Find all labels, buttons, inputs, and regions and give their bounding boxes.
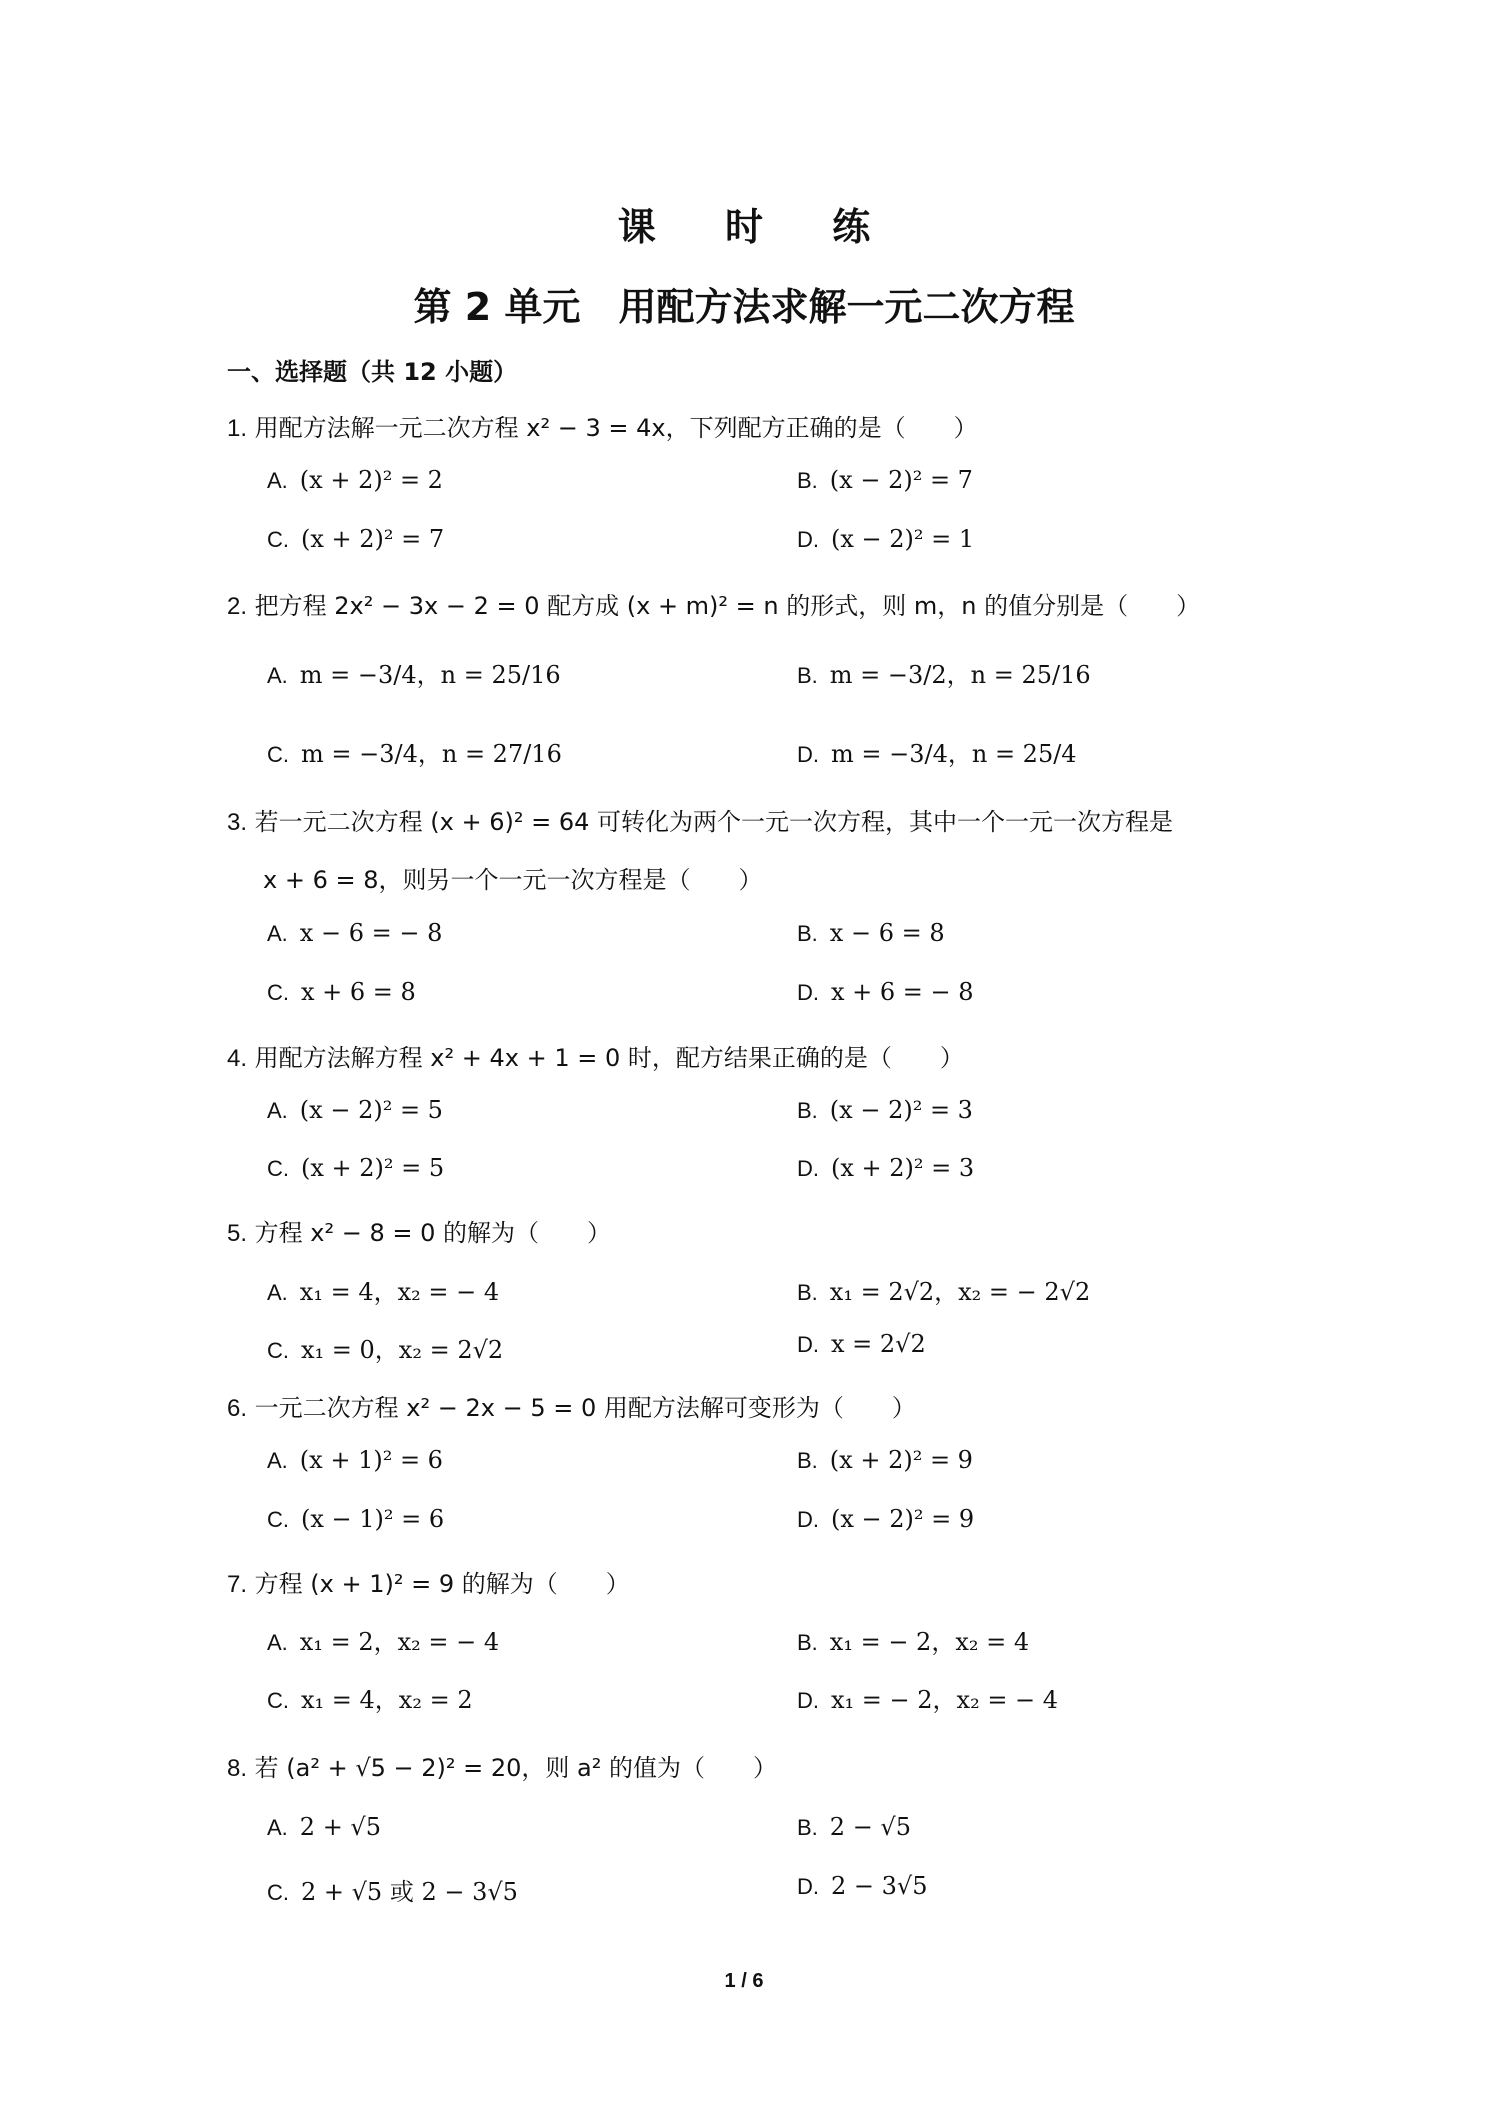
option-text: m = −3/4，n = 25/4 (831, 740, 1077, 768)
option-b[interactable] (797, 466, 973, 494)
question-stem: 若一元二次方程 (x + 6)² = 64 可转化为两个一元一次方程，其中一个一元一次方程是 (254, 808, 1174, 836)
question-number: 3. (227, 809, 248, 836)
option-letter: C. (267, 527, 289, 552)
option-text: 2 + √5 (299, 1813, 381, 1841)
option-text: x₁ = 2，x₂ = − 4 (299, 1628, 500, 1656)
option-letter: A. (267, 1448, 288, 1473)
question-number: 5. (227, 1220, 248, 1247)
option-c[interactable] (267, 1330, 503, 1365)
option-text: 2 + √5 或 2 − 3√5 (301, 1878, 518, 1906)
option-text: (x + 2)² = 7 (301, 525, 445, 553)
question-5 (227, 1213, 611, 1248)
option-text: m = −3/4，n = 25/16 (299, 661, 561, 689)
option-letter: B. (797, 1098, 818, 1123)
option-letter: D. (797, 980, 819, 1005)
option-text: (x + 2)² = 9 (829, 1446, 973, 1474)
question-2 (227, 586, 1200, 621)
option-letter: B. (797, 1815, 818, 1840)
option-text: x₁ = − 2，x₂ = 4 (829, 1628, 1030, 1656)
option-letter: A. (267, 1815, 288, 1840)
question-7 (227, 1564, 630, 1599)
option-c[interactable] (267, 734, 562, 769)
question-4 (227, 1038, 964, 1073)
option-text: (x − 2)² = 3 (829, 1096, 973, 1124)
option-letter: B. (797, 1280, 818, 1305)
option-letter: B. (797, 921, 818, 946)
option-text: 2 − √5 (829, 1813, 911, 1841)
option-letter: C. (267, 742, 289, 767)
option-letter: A. (267, 921, 288, 946)
option-text: x + 6 = − 8 (831, 978, 974, 1006)
option-letter: C. (267, 1156, 289, 1181)
option-d[interactable] (797, 978, 974, 1006)
option-c[interactable] (267, 1154, 444, 1182)
question-stem: 方程 x² − 8 = 0 的解为（ ） (254, 1219, 612, 1247)
option-text: (x + 2)² = 5 (301, 1154, 445, 1182)
option-d[interactable] (797, 1872, 927, 1900)
question-stem-continued: x + 6 = 8，则另一个一元一次方程是（ ） (263, 866, 763, 894)
option-letter: B. (797, 1448, 818, 1473)
option-a[interactable] (267, 1446, 443, 1474)
question-3 (227, 802, 1173, 837)
option-letter: A. (267, 1098, 288, 1123)
question-8 (227, 1748, 777, 1783)
option-a[interactable] (267, 466, 443, 494)
question-number: 1. (227, 415, 248, 442)
option-letter: D. (797, 527, 819, 552)
option-b[interactable] (797, 655, 1091, 690)
option-b[interactable] (797, 1446, 973, 1474)
question-number: 6. (227, 1395, 248, 1422)
option-d[interactable] (797, 1330, 926, 1358)
option-a[interactable] (267, 655, 561, 690)
option-c[interactable] (267, 1872, 518, 1907)
option-letter: C. (267, 1688, 289, 1713)
option-letter: C. (267, 1338, 289, 1363)
option-c[interactable] (267, 525, 444, 553)
option-text: x₁ = 4，x₂ = 2 (301, 1686, 473, 1714)
option-b[interactable] (797, 919, 945, 947)
option-letter: C. (267, 980, 289, 1005)
option-text: x − 6 = − 8 (299, 919, 443, 947)
question-stem: 方程 (x + 1)² = 9 的解为（ ） (254, 1570, 630, 1598)
option-text: x = 2√2 (831, 1330, 926, 1358)
option-text: x₁ = 0，x₂ = 2√2 (301, 1336, 504, 1364)
option-text: 2 − 3√5 (831, 1872, 928, 1900)
option-letter: D. (797, 1156, 819, 1181)
option-text: (x − 2)² = 7 (829, 466, 973, 494)
question-number: 7. (227, 1571, 248, 1598)
option-c[interactable] (267, 1505, 444, 1533)
option-letter: B. (797, 663, 818, 688)
option-b[interactable] (797, 1813, 911, 1841)
question-stem: 把方程 2x² − 3x − 2 = 0 配方成 (x + m)² = n 的形式，则 m，n 的值分别是（ ） (254, 592, 1201, 620)
option-text: m = −3/4，n = 27/16 (301, 740, 562, 768)
option-text: (x + 1)² = 6 (299, 1446, 443, 1474)
option-text: (x + 2)² = 2 (299, 466, 443, 494)
question-number: 4. (227, 1045, 248, 1072)
page-subtitle: 第 2 单元 用配方法求解一元二次方程 (413, 285, 1075, 329)
option-d[interactable] (797, 525, 974, 553)
page-title: 课 时 练 (617, 205, 899, 249)
option-letter: A. (267, 1280, 288, 1305)
option-text: x₁ = − 2，x₂ = − 4 (831, 1686, 1059, 1714)
option-letter: A. (267, 468, 288, 493)
option-d[interactable] (797, 1680, 1058, 1715)
option-c[interactable] (267, 978, 416, 1006)
option-text: x₁ = 2√2，x₂ = − 2√2 (829, 1278, 1091, 1306)
option-letter: B. (797, 1630, 818, 1655)
question-number: 2. (227, 593, 248, 620)
option-letter: D. (797, 742, 819, 767)
option-text: x − 6 = 8 (829, 919, 945, 947)
question-stem: 若 (a² + √5 − 2)² = 20，则 a² 的值为（ ） (254, 1754, 778, 1782)
option-d[interactable] (797, 1505, 974, 1533)
question-stem: 用配方法解方程 x² + 4x + 1 = 0 时，配方结果正确的是（ ） (254, 1044, 964, 1072)
option-letter: D. (797, 1332, 819, 1357)
option-letter: D. (797, 1874, 819, 1899)
question-stem: 用配方法解一元二次方程 x² − 3 = 4x，下列配方正确的是（ ） (254, 414, 978, 442)
option-a[interactable] (267, 1272, 499, 1307)
option-a[interactable] (267, 919, 442, 947)
option-d[interactable] (797, 1154, 974, 1182)
option-b[interactable] (797, 1096, 973, 1124)
question-number: 8. (227, 1755, 248, 1782)
option-text: m = −3/2，n = 25/16 (829, 661, 1091, 689)
question-stem: 一元二次方程 x² − 2x − 5 = 0 用配方法解可变形为（ ） (254, 1394, 916, 1422)
option-letter: A. (267, 663, 288, 688)
option-letter: D. (797, 1507, 819, 1532)
option-text: (x − 1)² = 6 (301, 1505, 445, 1533)
option-letter: C. (267, 1507, 289, 1532)
option-text: x + 6 = 8 (301, 978, 416, 1006)
option-b[interactable] (797, 1622, 1029, 1657)
option-c[interactable] (267, 1680, 473, 1715)
option-text: (x − 2)² = 1 (831, 525, 975, 553)
question-1 (227, 408, 978, 443)
option-b[interactable] (797, 1272, 1090, 1307)
question-6 (227, 1388, 916, 1423)
option-a[interactable] (267, 1096, 443, 1124)
option-letter: D. (797, 1688, 819, 1713)
option-letter: C. (267, 1880, 289, 1905)
option-a[interactable] (267, 1622, 499, 1657)
option-letter: B. (797, 468, 818, 493)
option-d[interactable] (797, 734, 1077, 769)
option-text: x₁ = 4，x₂ = − 4 (299, 1278, 500, 1306)
page-number: 1 / 6 (724, 1970, 764, 1992)
option-text: (x − 2)² = 5 (299, 1096, 443, 1124)
option-letter: A. (267, 1630, 288, 1655)
option-text: (x − 2)² = 9 (831, 1505, 975, 1533)
option-a[interactable] (267, 1813, 381, 1841)
option-text: (x + 2)² = 3 (831, 1154, 975, 1182)
section-heading: 一、选择题（共 12 小题） (227, 358, 518, 386)
